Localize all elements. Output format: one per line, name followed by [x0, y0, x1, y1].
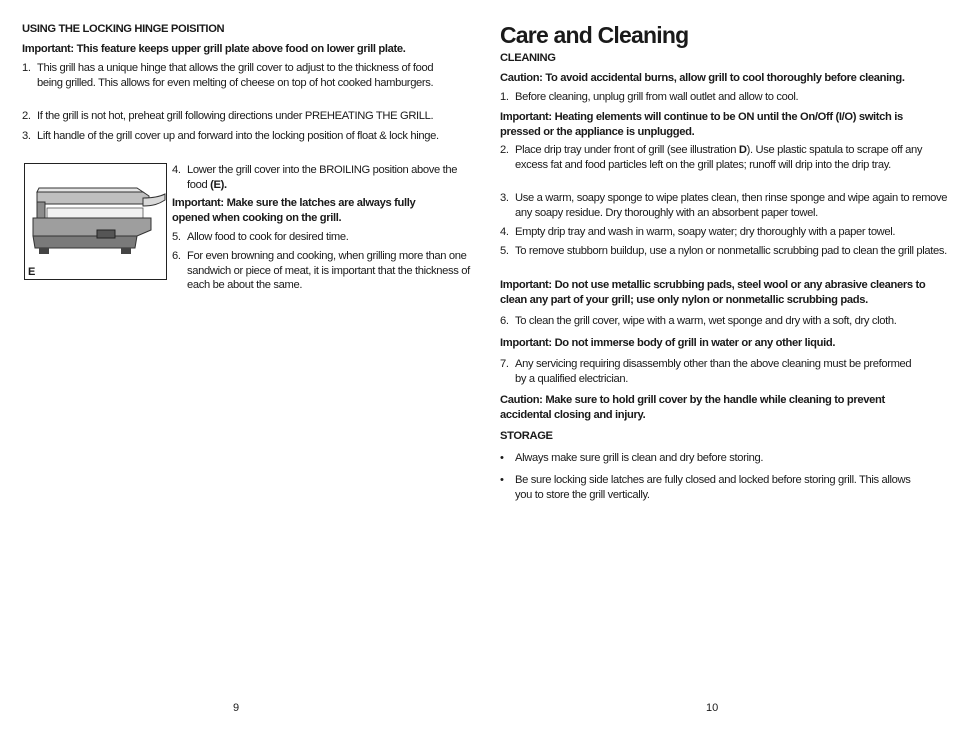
- list-item: • Always make sure grill is clean and dry before storing.: [500, 452, 764, 464]
- list-item: 4. Lower the grill cover into the BROILING position above the food (E).: [172, 164, 458, 191]
- locking-hinge-heading: USING THE LOCKING HINGE POISITION: [22, 23, 225, 35]
- list-item: 3. Use a warm, soapy sponge to wipe plates clean, then rinse sponge and wipe again to remove any soapy residue. Dry thoroughly with an absorbent paper towel.: [500, 192, 948, 219]
- important-immerse: Important: Do not immerse body of grill in water or any other liquid.: [500, 337, 836, 349]
- grill-illustration: [25, 164, 166, 279]
- list-item: 3. Lift handle of the grill cover up and forward into the locking position of float & lock hinge.: [22, 130, 439, 142]
- important-heating: Important: Heating elements will continue to be ON until the On/Off (I/O) switch is pressed or the appliance is unplugged.: [500, 111, 903, 138]
- locking-hinge-important: Important: This feature keeps upper grill plate above food on lower grill plate.: [22, 43, 406, 55]
- caution-burns: Caution: To avoid accidental burns, allow grill to cool thoroughly before cleaning.: [500, 72, 905, 84]
- list-item: • Be sure locking side latches are fully closed and locked before storing grill. This allows you to store the grill vertically.: [500, 474, 911, 501]
- important-scrubbing: Important: Do not use metallic scrubbing pads, steel wool or any abrasive cleaners to clean any part of your grill; use only nylon or nonmetallic scrubbing pads.: [500, 279, 926, 306]
- list-item: 2. If the grill is not hot, preheat grill following directions under PREHEATING THE GRILL.: [22, 110, 434, 122]
- storage-heading: STORAGE: [500, 430, 553, 442]
- list-item: 1. This grill has a unique hinge that allows the grill cover to adjust to the thickness of food being grilled. This allows for even melting of cheese on top of hot cooked hamburgers.: [22, 62, 434, 89]
- list-item: 1. Before cleaning, unplug grill from wall outlet and allow to cool.: [500, 91, 799, 103]
- figure-label: E: [28, 266, 36, 278]
- latches-important: Important: Make sure the latches are always fully opened when cooking on the grill.: [172, 197, 416, 224]
- caution-handle: Caution: Make sure to hold grill cover by the handle while cleaning to prevent accidental closing and injury.: [500, 394, 885, 421]
- list-item: 6. To clean the grill cover, wipe with a warm, wet sponge and dry with a soft, dry cloth.: [500, 315, 897, 327]
- page-number-right: 10: [706, 702, 719, 714]
- list-item: 2. Place drip tray under front of grill (see illustration D). Use plastic spatula to scrape off any excess fat and food particles left on the grill plates; runoff will drip into the drip tray.: [500, 144, 923, 171]
- page-title: Care and Cleaning: [500, 22, 689, 48]
- list-item: 4. Empty drip tray and wash in warm, soapy water; dry thoroughly with a paper towel.: [500, 226, 896, 238]
- cleaning-heading: CLEANING: [500, 52, 556, 64]
- illustration-e: [24, 163, 167, 280]
- list-item: 6. For even browning and cooking, when grilling more than one sandwich or piece of meat, it is important that the thickness of each be about the same.: [172, 250, 470, 291]
- list-item: 5. Allow food to cook for desired time.: [172, 231, 349, 243]
- list-item: 5. To remove stubborn buildup, use a nylon or nonmetallic scrubbing pad to clean the grill plates.: [500, 245, 947, 257]
- list-item: 7. Any servicing requiring disassembly other than the above cleaning must be preformed by a qualified electrician.: [500, 358, 912, 385]
- page-number-left: 9: [233, 702, 240, 714]
